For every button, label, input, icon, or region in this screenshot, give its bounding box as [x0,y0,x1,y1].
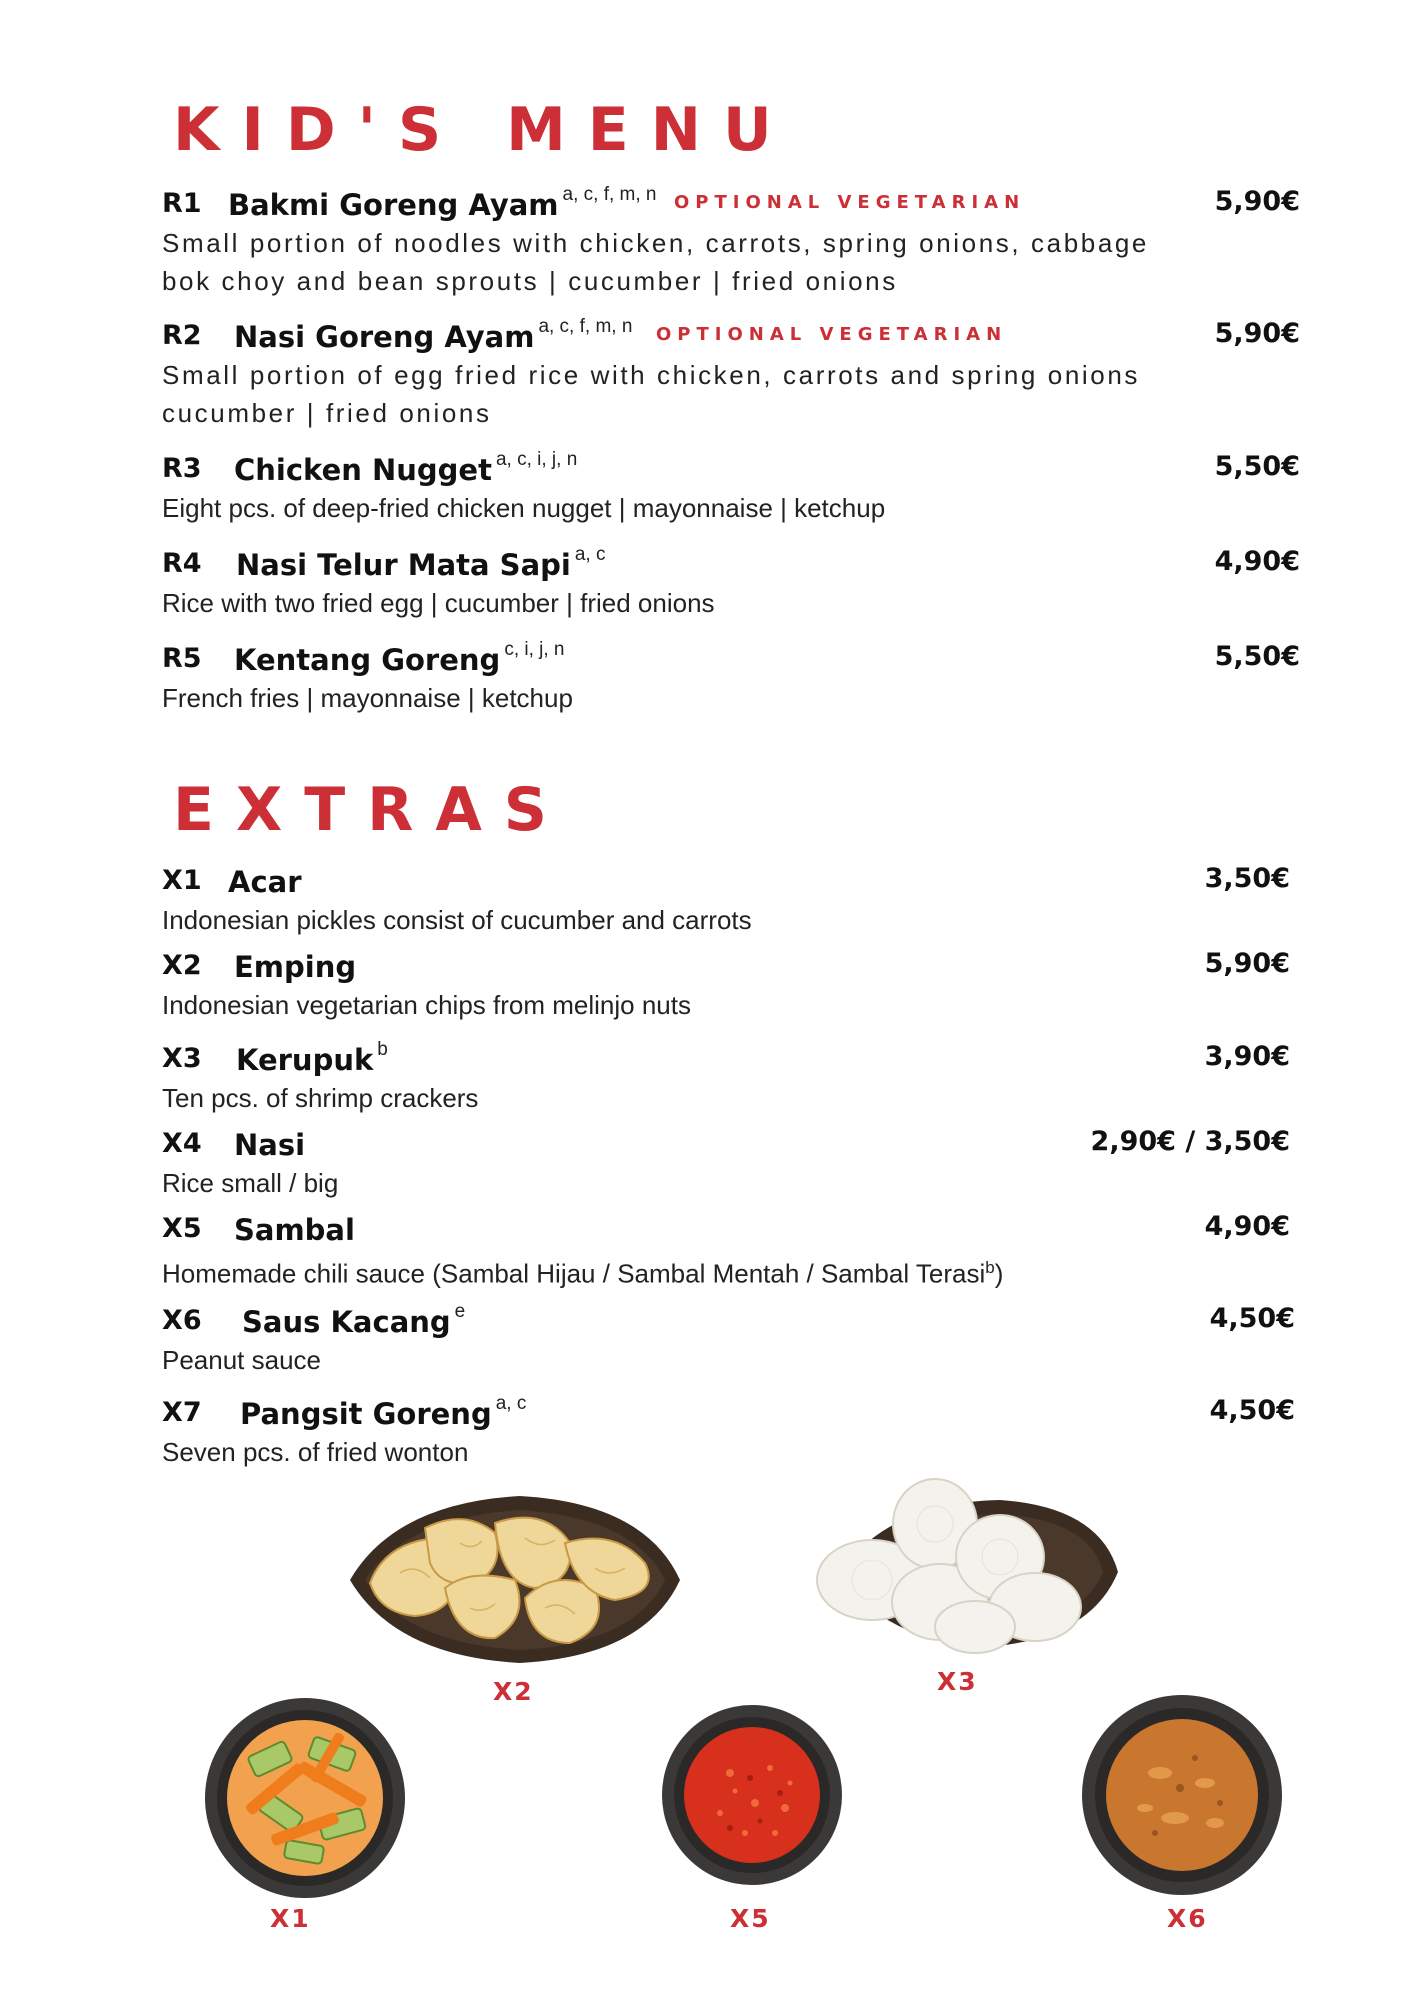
item-name: Nasi Goreng Ayam $^{a, c, f, m, n}$ [234,316,633,354]
item-code: X1 [162,865,202,896]
item-code: R5 [162,643,202,674]
item-name: Nasi Telur Mata Sapi $^{a, c}$ [236,544,606,582]
item-name: Nasi [234,1128,306,1162]
menu-item-r1 [160,178,1300,300]
menu-item-r3 [160,443,1300,527]
item-code: X4 [162,1128,202,1159]
allergen-codes: e [454,1301,466,1322]
item-code: R4 [162,548,202,579]
item-code: X7 [162,1397,202,1428]
saus-kacang-photo [1080,1693,1285,1898]
item-price: 4,90€ [1204,1211,1290,1242]
allergen-codes: c, i, j, n [504,639,565,660]
item-price: 5,90€ [1214,186,1300,217]
item-description: Small portion of noodles with chicken, carrots, spring onions, cabbage bok choy and bean sprouts | cucumber | fried onions [162,228,1149,296]
item-description: Ten pcs. of shrimp crackers [162,1083,479,1113]
extra-item-x3 [160,1033,1290,1117]
item-price: 4,90€ [1214,546,1300,577]
acar-photo [200,1693,410,1903]
item-description: Small portion of egg fried rice with chicken, carrots and spring onions cucumber | fried onions [162,360,1140,428]
menu-item-r5 [160,633,1300,717]
item-price: 4,50€ [1209,1303,1295,1334]
photo-label-x2: X2 [493,1677,534,1706]
item-description: Seven pcs. of fried wonton [162,1437,469,1467]
item-description: Peanut sauce [162,1345,322,1375]
item-name: Kentang Goreng $^{c, i, j, n}$ [234,639,565,677]
allergen-codes: b [377,1039,388,1060]
item-name: Chicken Nugget $^{a, c, i, j, n}$ [234,449,578,487]
item-description: Indonesian vegetarian chips from melinjo nuts [162,990,691,1020]
item-price: 5,90€ [1204,948,1290,979]
allergen-codes: b [985,1258,995,1277]
extras-title: EXTRAS [173,775,570,845]
allergen-codes: a, c [574,544,606,565]
allergen-codes: a, c, i, j, n [495,449,578,470]
item-price: 5,90€ [1214,318,1300,349]
item-name: Pangsit Goreng $^{a, c}$ [240,1393,527,1431]
item-description: Rice with two fried egg | cucumber | fried onions [162,588,715,618]
item-name: Acar [228,865,302,899]
extra-item-x5 [160,1203,1290,1293]
item-name: Bakmi Goreng Ayam $^{a, c, f, m, n}$ [228,184,657,222]
allergen-codes: a, c [495,1393,527,1414]
item-name: Saus Kacang $^e$ [242,1301,466,1339]
emping-photo [345,1488,685,1668]
item-code: R2 [162,320,202,351]
photo-label-x1: X1 [270,1904,311,1933]
photo-label-x6: X6 [1167,1904,1208,1933]
item-price: 4,50€ [1209,1395,1295,1426]
kerupuk-photo [800,1462,1120,1662]
item-price: 5,50€ [1214,641,1300,672]
item-name: Emping [234,950,357,984]
item-code: X5 [162,1213,202,1244]
menu-item-r2 [160,310,1300,432]
item-description: Rice small / big [162,1168,339,1198]
item-name: Sambal [234,1213,355,1247]
allergen-codes: a, c, f, m, n [538,316,633,337]
item-code: X3 [162,1043,202,1074]
extra-item-x6 [160,1295,1295,1379]
photo-label-x3: X3 [937,1667,978,1696]
item-price: 3,50€ [1204,863,1290,894]
allergen-codes: a, c, f, m, n [562,184,657,205]
item-code: R3 [162,453,202,484]
item-description: Homemade chili sauce (Sambal Hijau / Sambal Mentah / Sambal Terasi$^b$) [162,1258,1004,1289]
item-price: 2,90€ / 3,50€ [1090,1126,1290,1157]
item-description: French fries | mayonnaise | ketchup [162,683,573,713]
item-price: 3,90€ [1204,1041,1290,1072]
item-code: R1 [162,188,202,219]
item-price: 5,50€ [1214,451,1300,482]
optional-vegetarian-tag: OPTIONAL VEGETARIAN [674,192,1026,213]
optional-vegetarian-tag: OPTIONAL VEGETARIAN [656,324,1008,345]
menu-item-r4 [160,538,1300,622]
extra-item-x1 [160,855,1290,939]
kids-menu-title: KID'S MENU [173,95,794,165]
item-code: X6 [162,1305,202,1336]
extra-item-x7 [160,1387,1295,1471]
extra-item-x4 [160,1118,1290,1202]
item-name: Kerupuk $^b$ [236,1039,388,1077]
photo-label-x5: X5 [730,1904,771,1933]
sambal-photo [660,1703,845,1888]
item-description: Indonesian pickles consist of cucumber and carrots [162,905,752,935]
item-code: X2 [162,950,202,981]
extra-item-x2 [160,940,1290,1024]
item-description: Eight pcs. of deep-fried chicken nugget | mayonnaise | ketchup [162,493,886,523]
